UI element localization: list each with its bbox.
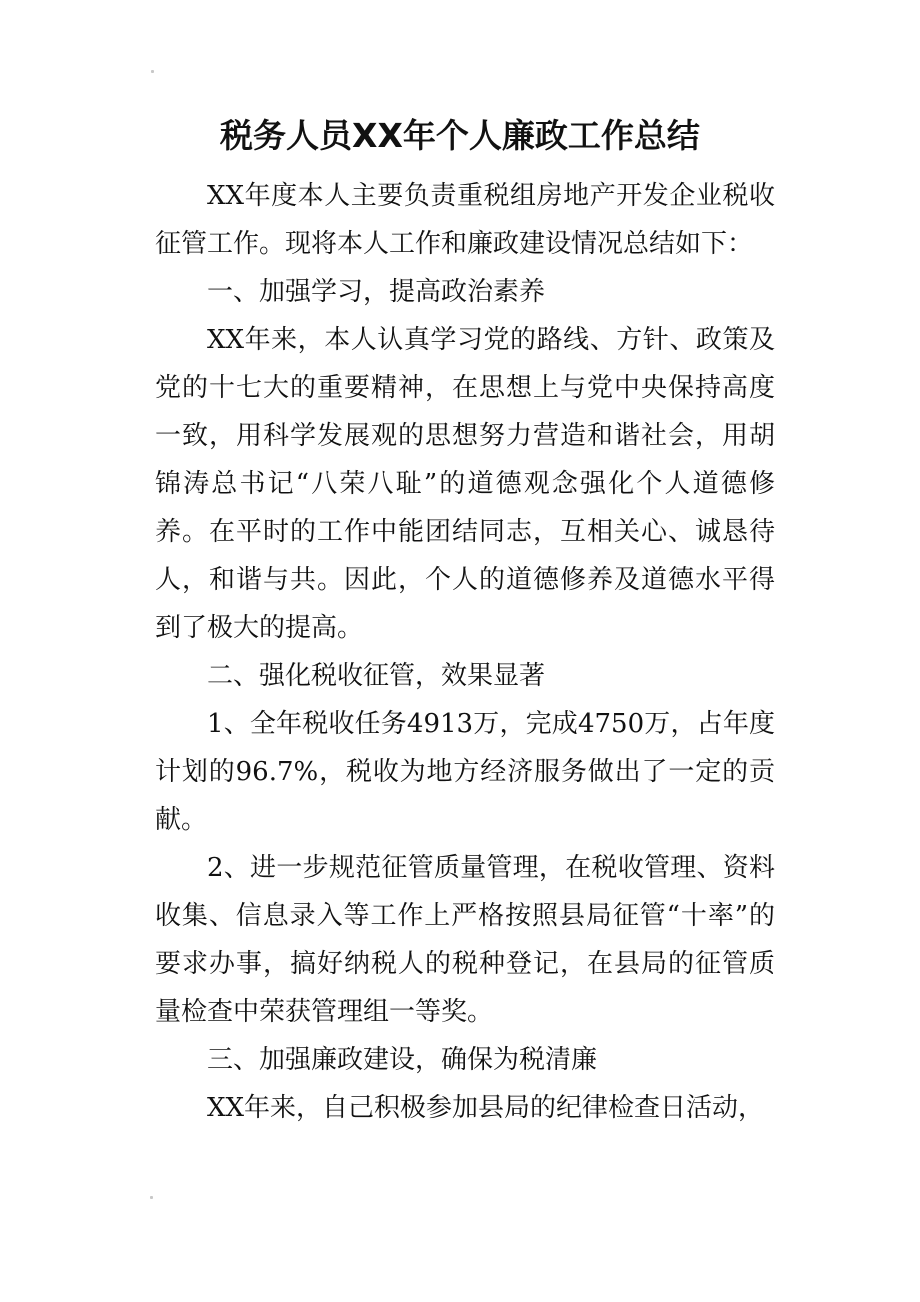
scan-mark — [151, 70, 154, 73]
section-2-item-1: 1、全年税收任务4913万，完成4750万，占年度计划的96.7%，税收为地方经济服务做出了一定的贡献。 — [155, 709, 775, 835]
section-heading-3: 三、加强廉政建设，确保为税清廉 — [207, 1045, 598, 1075]
section-heading-1: 一、加强学习，提高政治素养 — [207, 277, 546, 307]
document-body — [155, 172, 775, 1132]
section-heading-2: 二、强化税收征管，效果显著 — [207, 661, 546, 691]
intro-paragraph: XX年度本人主要负责重税组房地产开发企业税收征管工作。现将本人工作和廉政建设情况总结如下： — [155, 181, 775, 259]
section-1-paragraph: XX年来，本人认真学习党的路线、方针、政策及党的十七大的重要精神，在思想上与党中央保持高度一致，用科学发展观的思想努力营造和谐社会，用胡锦涛总书记“八荣八耻”的道德观念强化个人道德修养。在平时的工作中能团结同志，互相关心、诚恳待人，和谐与共。因此，个人的道德修养及道德水平得到了极大的提高。 — [155, 325, 775, 643]
document-title: 税务人员XX年个人廉政工作总结 — [220, 116, 700, 155]
scan-mark — [150, 1196, 153, 1199]
section-2-item-2: 2、进一步规范征管质量管理，在税收管理、资料收集、信息录入等工作上严格按照县局征管“十率”的要求办事，搞好纳税人的税种登记，在县局的征管质量检查中荣获管理组一等奖。 — [155, 853, 775, 1027]
section-3-paragraph: XX年来，自己积极参加县局的纪律检查日活动， — [207, 1093, 765, 1123]
